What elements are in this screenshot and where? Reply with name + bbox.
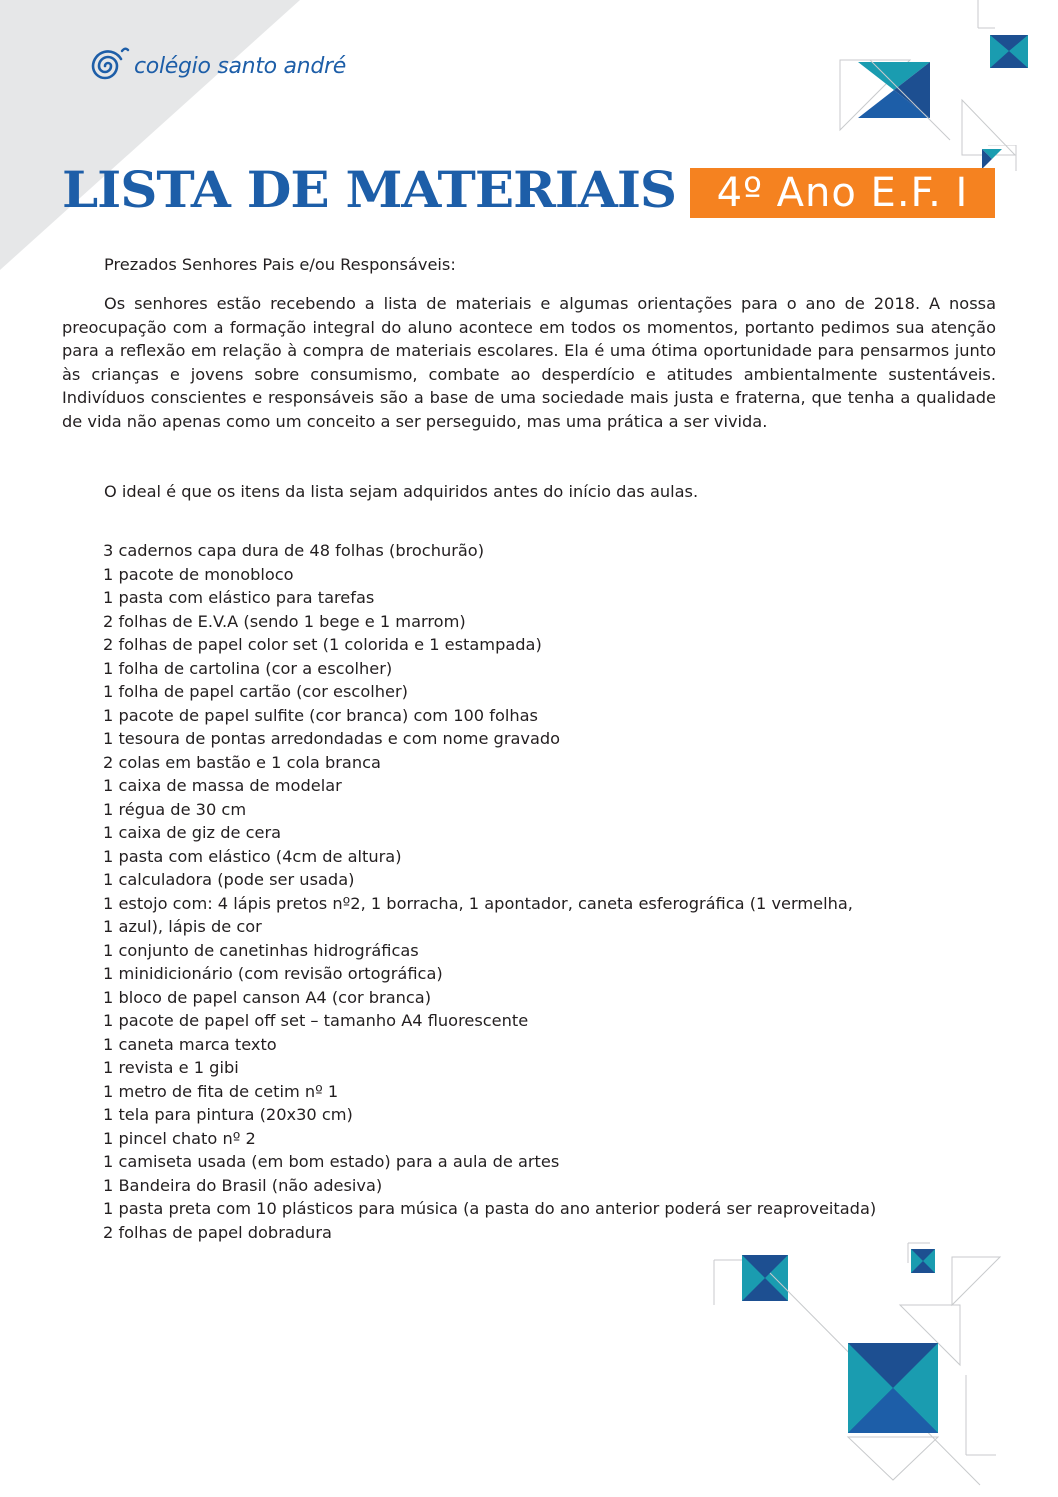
- list-item: 1 pacote de papel sulfite (cor branca) com 100 folhas: [103, 705, 538, 725]
- list-item: 3 cadernos capa dura de 48 folhas (brochurão): [103, 541, 485, 560]
- school-logo: [86, 42, 346, 90]
- list-item: 2 colas em bastão e 1 cola branca: [103, 752, 381, 772]
- list-item: 1 azul), lápis de cor: [103, 917, 262, 936]
- list-item: 2 folhas de E.V.A (sendo 1 bege e 1 marrom): [103, 611, 466, 631]
- list-item: 1 régua de 30 cm: [103, 799, 247, 819]
- corner-decoration: [0, 0, 300, 270]
- list-item: 1 camiseta usada (em bom estado) para a aula de artes: [103, 1152, 560, 1171]
- list-item: 1 calculadora (pode ser usada): [103, 870, 355, 889]
- list-item: 1 folha de papel cartão (cor escolher): [103, 682, 408, 701]
- list-item: 1 minidicionário (com revisão ortográfica): [103, 964, 443, 983]
- page-title: LISTA DE MATERIAIS: [62, 160, 677, 219]
- spiral-logo-icon: [86, 45, 132, 87]
- list-item: 1 caneta marca texto: [103, 1034, 277, 1054]
- bottom-right-decoration: [700, 1235, 1020, 1497]
- list-item: 1 pacote de monobloco: [103, 564, 294, 584]
- list-item: 1 Bandeira do Brasil (não adesiva): [103, 1175, 383, 1195]
- list-item: 1 tesoura de pontas arredondadas e com nome gravado: [103, 729, 561, 748]
- list-item: 1 pasta com elástico para tarefas: [103, 588, 375, 607]
- list-item: 1 pacote de papel off set – tamanho A4 fluorescente: [103, 1011, 529, 1030]
- list-item: 1 tela para pintura (20x30 cm): [103, 1105, 353, 1124]
- list-item: 2 folhas de papel dobradura: [103, 1222, 332, 1242]
- intro-paragraph: Os senhores estão recebendo a lista de materiais e algumas orientações para o ano de 2018. A nossa preocupação com a formação integral do aluno acontece em todos os momentos, portanto pedimos sua atenção para a reflexão em relação à compra de materiais escolares. Ela é uma ótima oportunidade para pensarmos junto às crianças e jovens sobre consumismo, combate ao desperdício e atitudes ambientalmente sustentáveis. Indivíduos conscientes e responsáveis são a base de uma sociedade mais justa e fraterna, que tenha a qualidade de vida não apenas como um conceito a ser perseguido, mas uma prática a ser vivida.: [62, 294, 996, 431]
- logo-wordmark: colégio santo andré: [134, 53, 346, 79]
- materials-list: [103, 539, 983, 1244]
- list-item: 1 estojo com: 4 lápis pretos nº2, 1 borracha, 1 apontador, caneta esferográfica (1 vermelha,: [103, 893, 853, 913]
- list-item: 1 caixa de massa de modelar: [103, 776, 342, 795]
- list-item: 1 revista e 1 gibi: [103, 1058, 239, 1077]
- list-item: 1 pasta com elástico (4cm de altura): [103, 846, 402, 866]
- list-item: 1 pasta preta com 10 plásticos para música (a pasta do ano anterior poderá ser reaproveitada): [103, 1199, 877, 1218]
- list-item: 1 metro de fita de cetim nº 1: [103, 1081, 339, 1101]
- salutation: Prezados Senhores Pais e/ou Responsáveis:: [104, 255, 456, 274]
- list-item: 1 caixa de giz de cera: [103, 823, 282, 842]
- list-item: 1 conjunto de canetinhas hidrográficas: [103, 940, 419, 960]
- list-item: 1 bloco de papel canson A4 (cor branca): [103, 987, 432, 1007]
- list-item: 1 folha de cartolina (cor a escolher): [103, 658, 393, 678]
- grade-badge: 4º Ano E.F. I: [690, 168, 995, 218]
- top-right-decoration: [830, 0, 1058, 170]
- list-item: 2 folhas de papel color set (1 colorida e 1 estampada): [103, 635, 542, 654]
- advice-paragraph: O ideal é que os itens da lista sejam adquiridos antes do início das aulas.: [104, 482, 699, 501]
- list-item: 1 pincel chato nº 2: [103, 1128, 256, 1148]
